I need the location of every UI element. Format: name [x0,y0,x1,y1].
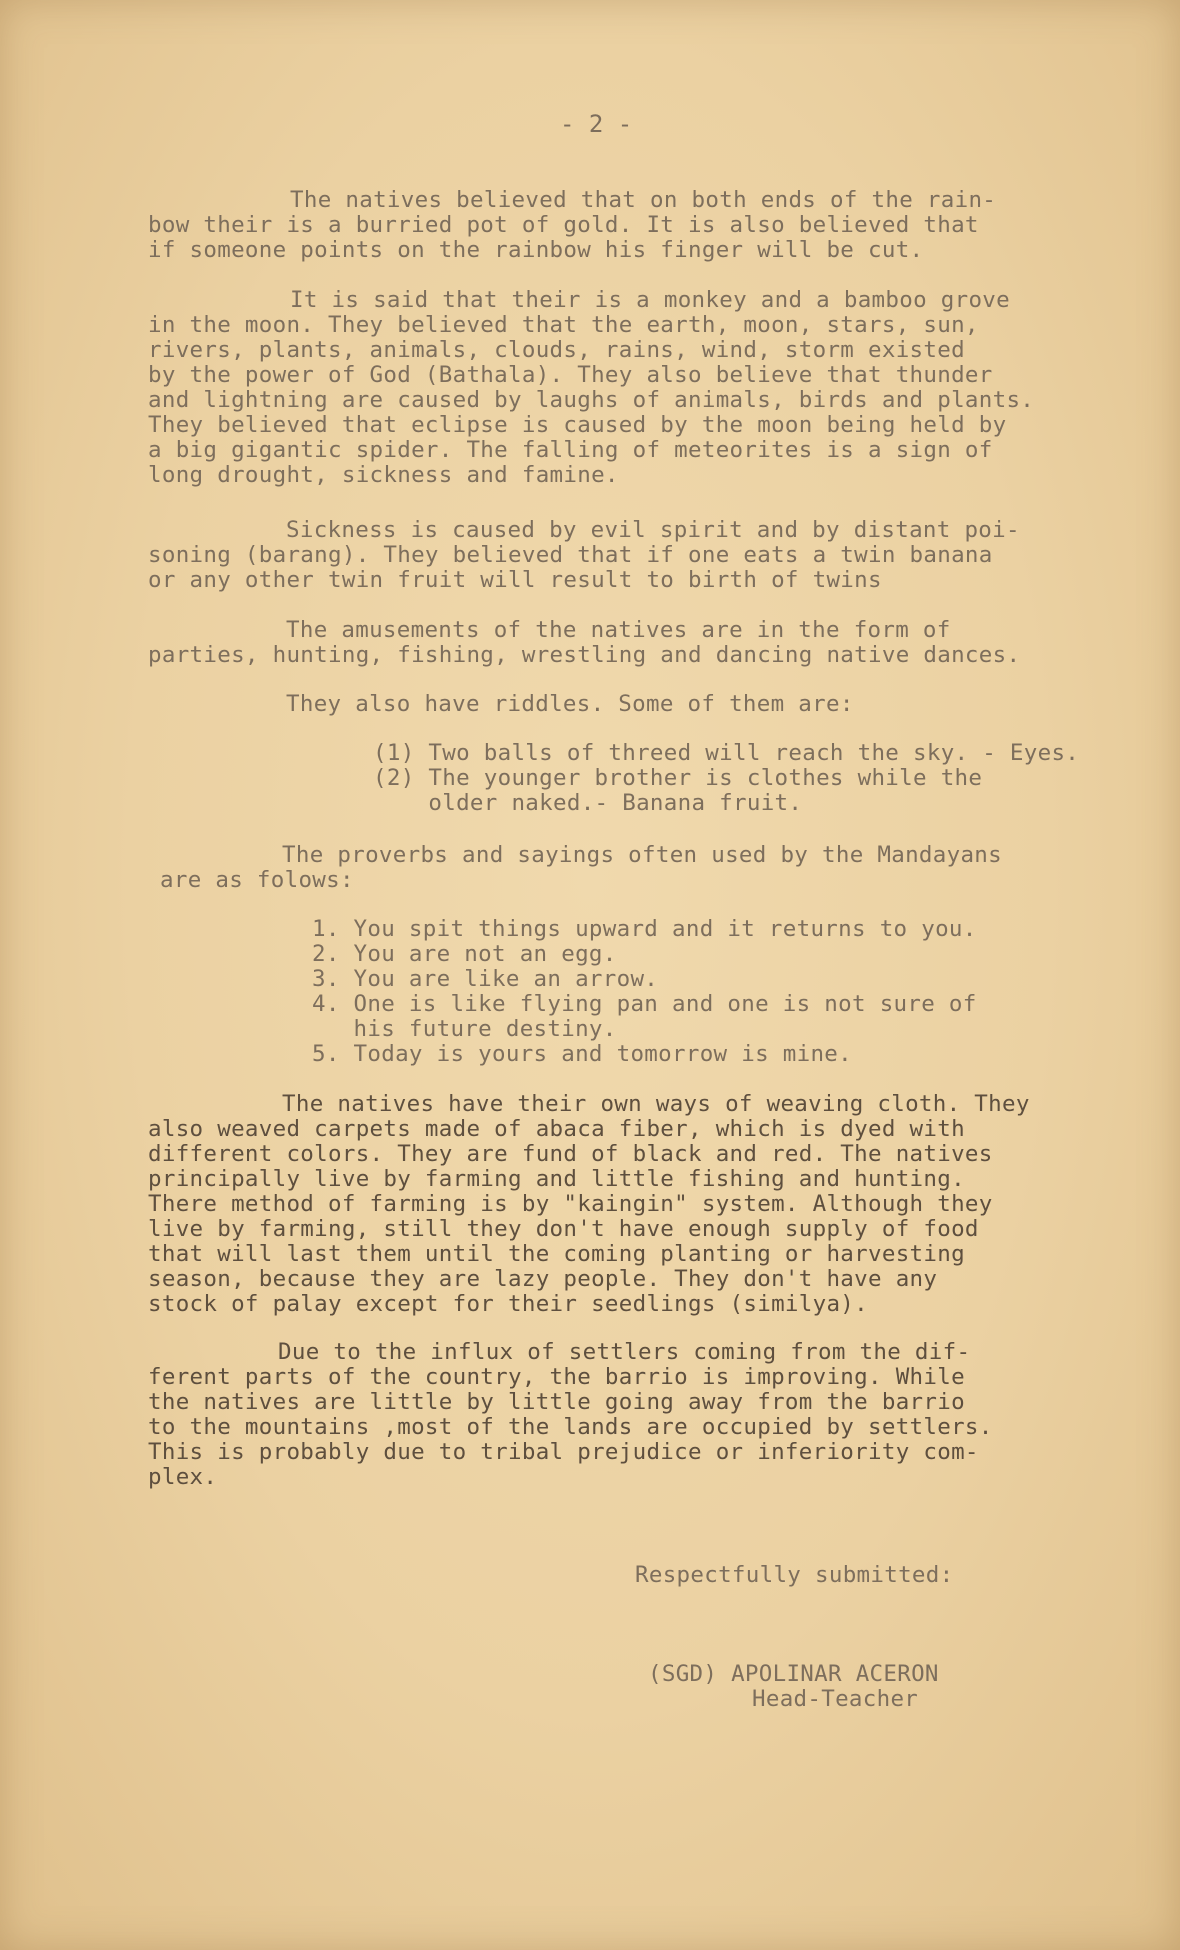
text-line: It is said that their is a monkey and a bamboo grove [290,287,1010,313]
page-number: - 2 - [560,110,633,138]
text-line: parties, hunting, fishing, wrestling and dancing native dances. [148,642,1021,668]
text-line: season, because they are lazy people. They don't have any [148,1266,938,1292]
proverb-item: 5. Today is yours and tomorrow is mine. [312,1041,852,1067]
riddle-item: (2) The younger brother is clothes while the [373,765,983,791]
proverb-item: his future destiny. [312,1016,617,1042]
text-line: also weaved carpets made of abaca fiber, which is dyed with [148,1116,965,1142]
text-line: different colors. They are fund of black and red. The natives [148,1141,993,1167]
text-line: The natives believed that on both ends of the rain- [290,187,997,213]
proverb-item: 4. One is like flying pan and one is not sure of [312,991,977,1017]
text-line: plex. [148,1464,218,1490]
text-line: the natives are little by little going away from the barrio [148,1389,965,1415]
text-line: if someone points on the rainbow his finger will be cut. [148,237,924,263]
text-line: The natives have their own ways of weaving cloth. They [282,1091,1030,1117]
text-line: soning (barang). They believed that if one eats a twin banana [148,542,993,568]
signatory-name: (SGD) APOLINAR ACERON [648,1661,939,1687]
text-line: that will last them until the coming planting or harvesting [148,1241,965,1267]
text-line: bow their is a burried pot of gold. It is also believed that [148,212,979,238]
riddle-item: (1) Two balls of threed will reach the sky. - Eyes. [373,740,1080,766]
text-line: are as folows: [160,867,354,893]
text-line: Due to the influx of settlers coming from the dif- [278,1339,971,1365]
text-line: The proverbs and sayings often used by the Mandayans [282,842,1002,868]
text-line: This is probably due to tribal prejudice or inferiority com- [148,1439,979,1465]
closing-salutation: Respectfully submitted: [635,1562,954,1588]
text-line: to the mountains ,most of the lands are occupied by settlers. [148,1414,993,1440]
text-line: rivers, plants, animals, clouds, rains, wind, storm existed [148,337,965,363]
text-line: There method of farming is by "kaingin" system. Although they [148,1191,993,1217]
proverb-item: 1. You spit things upward and it returns to you. [312,916,977,942]
riddle-item: older naked.- Banana fruit. [373,790,803,816]
proverb-item: 2. You are not an egg. [312,941,617,967]
text-line: principally live by farming and little fishing and hunting. [148,1166,965,1192]
proverb-item: 3. You are like an arrow. [312,966,659,992]
text-line: stock of palay except for their seedlings (similya). [148,1291,868,1317]
text-line: by the power of God (Bathala). They also believe that thunder [148,362,993,388]
text-line: live by farming, still they don't have enough supply of food [148,1216,979,1242]
text-line: Sickness is caused by evil spirit and by distant poi- [286,517,1020,543]
text-line: long drought, sickness and famine. [148,462,619,488]
text-line: The amusements of the natives are in the form of [286,617,951,643]
text-line: a big gigantic spider. The falling of meteorites is a sign of [148,437,993,463]
text-line: They also have riddles. Some of them are: [286,691,854,717]
text-line: in the moon. They believed that the earth, moon, stars, sun, [148,312,979,338]
text-line: or any other twin fruit will result to birth of twins [148,567,882,593]
text-line: and lightning are caused by laughs of animals, birds and plants. [148,387,1035,413]
text-line: They believed that eclipse is caused by the moon being held by [148,412,1007,438]
signatory-title: Head-Teacher [752,1686,919,1712]
text-line: ferent parts of the country, the barrio is improving. While [148,1364,965,1390]
